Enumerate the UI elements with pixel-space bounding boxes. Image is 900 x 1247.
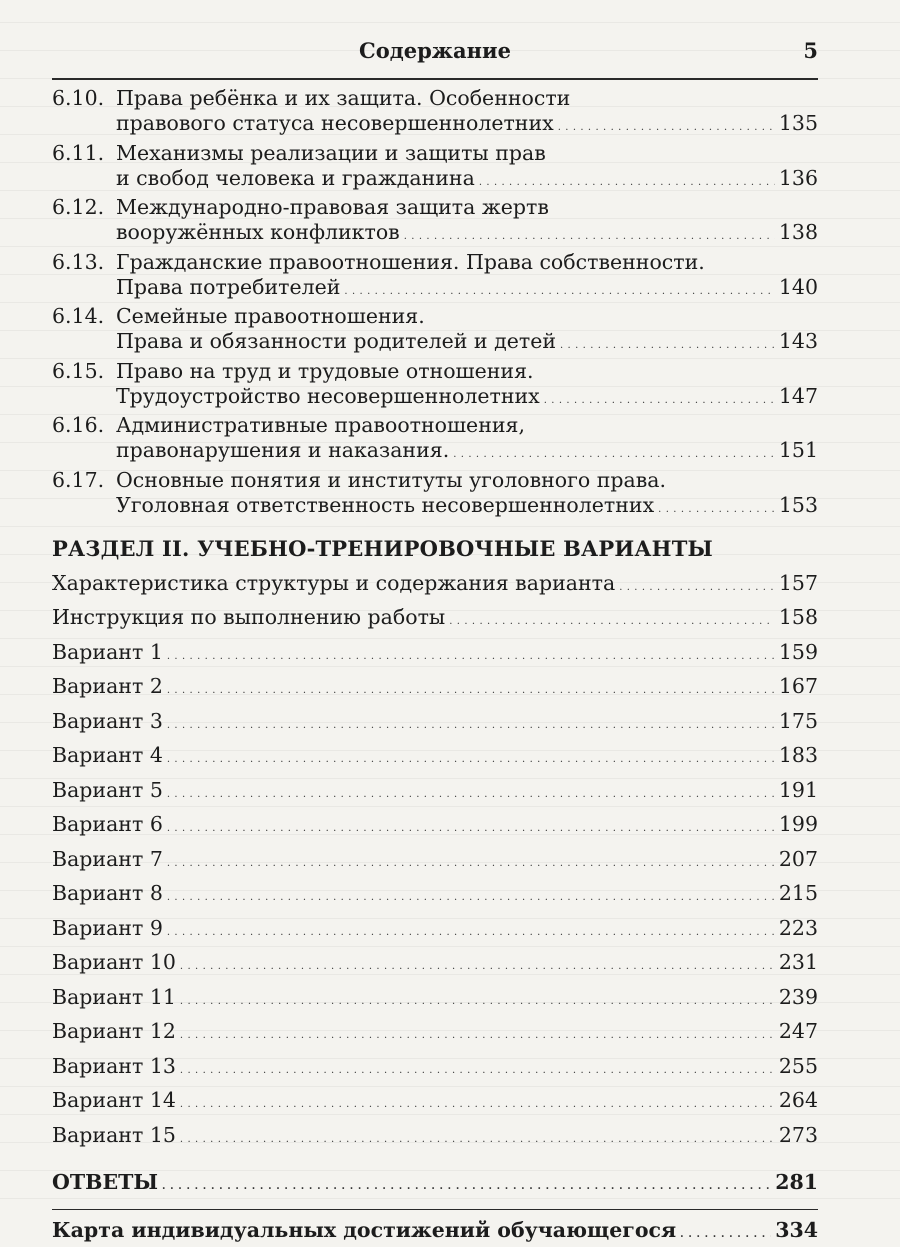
leader-dots	[180, 950, 775, 979]
toc-item-label: Вариант 9	[52, 915, 163, 940]
toc-item-page: 183	[778, 743, 818, 767]
toc-entry-title-line1: Право на труд и трудовые отношения.	[116, 358, 534, 383]
leader-dots	[619, 571, 775, 600]
toc-item-label: Вариант 13	[52, 1053, 176, 1078]
leader-dots	[167, 640, 775, 669]
toc-entry-title-line2: Права потребителей	[116, 274, 341, 299]
leader-dots	[180, 1088, 775, 1117]
toc-item-page: 223	[778, 915, 818, 940]
toc-item-page: 159	[778, 639, 818, 664]
toc-item[interactable]	[52, 812, 818, 841]
leader-dots	[167, 916, 775, 945]
toc-entry-number: 6.11.	[52, 140, 105, 165]
toc-item[interactable]	[52, 916, 818, 945]
toc-item[interactable]	[52, 1123, 818, 1152]
table-of-contents	[52, 86, 818, 1247]
leader-dots	[680, 1218, 771, 1247]
toc-item-page: 239	[778, 984, 818, 1009]
toc-item-label: Вариант 6	[52, 812, 163, 836]
toc-entry-page: 140	[778, 274, 818, 299]
toc-item[interactable]	[52, 571, 818, 600]
toc-item-label: Вариант 14	[52, 1088, 176, 1112]
toc-item-page: 191	[778, 777, 818, 802]
leader-dots	[167, 847, 775, 876]
leader-dots	[180, 1054, 775, 1083]
toc-entry[interactable]	[52, 250, 818, 304]
toc-entry[interactable]	[52, 359, 818, 413]
toc-entry-title-line2: вооружённых конфликтов	[116, 220, 400, 244]
toc-item-label: Вариант 15	[52, 1122, 176, 1147]
toc-item-label: Вариант 11	[52, 984, 176, 1009]
leader-dots	[558, 111, 775, 140]
toc-entry-title-line1: Семейные правоотношения.	[116, 304, 425, 328]
toc-item-label: Характеристика структуры и содержания варианта	[52, 570, 616, 595]
leader-dots	[449, 605, 775, 634]
toc-entry-page: 153	[778, 492, 818, 517]
toc-entry-title-line1: Механизмы реализации и защиты прав	[116, 140, 546, 165]
toc-entry-title-line1: Гражданские правоотношения. Права собственности.	[116, 249, 705, 274]
toc-item-page: 247	[778, 1019, 818, 1043]
toc-entry-title-line2: Уголовная ответственность несовершеннолетних	[116, 492, 655, 517]
chapter-6-entries	[52, 86, 818, 522]
leader-dots	[167, 743, 775, 772]
toc-answers-label: ОТВЕТЫ	[52, 1169, 158, 1194]
toc-entry-number: 6.12.	[52, 195, 105, 219]
toc-entry[interactable]	[52, 468, 818, 522]
leader-dots	[180, 985, 775, 1014]
toc-achievements-label: Карта индивидуальных достижений обучающегося	[52, 1217, 677, 1242]
toc-achievements[interactable]	[52, 1218, 818, 1247]
leader-dots	[560, 329, 775, 358]
toc-entry-number: 6.13.	[52, 249, 105, 274]
leader-dots	[167, 778, 775, 807]
header-page-number: 5	[803, 38, 818, 63]
toc-item[interactable]	[52, 674, 818, 703]
toc-answers[interactable]	[52, 1170, 818, 1199]
leader-dots	[658, 493, 775, 522]
toc-answers-page: 281	[775, 1169, 818, 1194]
running-header	[52, 38, 818, 80]
toc-item-page: 157	[778, 570, 818, 595]
toc-item-label: Вариант 5	[52, 777, 163, 802]
toc-entry-title-line1: Основные понятия и институты уголовного права.	[116, 467, 667, 492]
toc-item-label: Вариант 1	[52, 639, 163, 664]
toc-item-label: Вариант 4	[52, 743, 163, 767]
toc-item-page: 264	[778, 1088, 818, 1112]
toc-entry[interactable]	[52, 195, 818, 249]
toc-entry-title-line2: правонарушения и наказания.	[116, 438, 450, 462]
toc-item-page: 175	[778, 708, 818, 733]
toc-item-label: Вариант 3	[52, 708, 163, 733]
leader-dots	[167, 881, 775, 910]
leader-dots	[180, 1123, 775, 1152]
toc-item-label: Вариант 8	[52, 881, 163, 905]
toc-entry-title-line2: Трудоустройство несовершеннолетних	[116, 383, 540, 408]
header-title: Содержание	[359, 38, 511, 63]
toc-item-page: 215	[778, 881, 818, 905]
toc-entry-number: 6.14.	[52, 304, 105, 328]
toc-entry-title-line1: Международно-правовая защита жертв	[116, 195, 549, 219]
toc-entry-title-line2: правового статуса несовершеннолетних	[116, 111, 554, 135]
leader-dots	[544, 384, 775, 413]
toc-entry-title-line2: и свобод человека и гражданина	[116, 165, 475, 190]
toc-item[interactable]	[52, 847, 818, 876]
leader-dots	[167, 674, 775, 703]
toc-item-label: Инструкция по выполнению работы	[52, 605, 446, 629]
toc-item[interactable]	[52, 1019, 818, 1048]
toc-item-page: 255	[778, 1053, 818, 1078]
toc-item-label: Вариант 7	[52, 846, 163, 871]
toc-entry-number: 6.15.	[52, 358, 105, 383]
toc-item[interactable]	[52, 640, 818, 669]
toc-item[interactable]	[52, 881, 818, 910]
leader-dots	[404, 220, 775, 249]
leader-dots	[453, 438, 775, 467]
leader-dots	[167, 709, 775, 738]
leader-dots	[162, 1170, 771, 1199]
toc-item[interactable]	[52, 743, 818, 772]
toc-item[interactable]	[52, 950, 818, 979]
toc-entry-title-line1: Права ребёнка и их защита. Особенности	[116, 86, 571, 110]
toc-item-page: 231	[778, 950, 818, 974]
leader-dots	[479, 166, 775, 195]
toc-entry-page: 151	[778, 438, 818, 462]
toc-item-page: 167	[778, 674, 818, 698]
toc-entry-page: 136	[778, 165, 818, 190]
toc-entry-title-line2: Права и обязанности родителей и детей	[116, 329, 556, 353]
toc-entry-page: 147	[778, 383, 818, 408]
toc-entry-number: 6.10.	[52, 86, 105, 110]
toc-item-page: 273	[778, 1122, 818, 1147]
toc-item-page: 158	[778, 605, 818, 629]
toc-item-page: 207	[778, 846, 818, 871]
toc-item[interactable]	[52, 605, 818, 634]
toc-item-label: Вариант 10	[52, 950, 176, 974]
section-2-items	[52, 571, 818, 1152]
toc-entry-page: 143	[778, 329, 818, 353]
toc-item[interactable]	[52, 778, 818, 807]
toc-item[interactable]	[52, 985, 818, 1014]
toc-entry[interactable]	[52, 304, 818, 358]
toc-item[interactable]	[52, 1054, 818, 1083]
divider-line	[52, 1209, 818, 1210]
toc-entry-page: 138	[778, 220, 818, 244]
toc-entry-title-line1: Административные правоотношения,	[116, 413, 525, 437]
toc-item[interactable]	[52, 709, 818, 738]
toc-entry[interactable]	[52, 141, 818, 195]
toc-item-label: Вариант 12	[52, 1019, 176, 1043]
toc-item-label: Вариант 2	[52, 674, 163, 698]
toc-entry-page: 135	[778, 111, 818, 135]
toc-item-page: 199	[778, 812, 818, 836]
toc-achievements-page: 334	[775, 1217, 818, 1242]
toc-entry-number: 6.16.	[52, 413, 105, 437]
toc-entry-number: 6.17.	[52, 467, 105, 492]
section-2-title: РАЗДЕЛ II. УЧЕБНО-ТРЕНИРОВОЧНЫЕ ВАРИАНТЫ	[52, 535, 713, 561]
toc-item[interactable]	[52, 1088, 818, 1117]
leader-dots	[180, 1019, 775, 1048]
leader-dots	[344, 275, 774, 304]
toc-entry[interactable]	[52, 86, 818, 140]
toc-entry[interactable]	[52, 413, 818, 467]
leader-dots	[167, 812, 775, 841]
